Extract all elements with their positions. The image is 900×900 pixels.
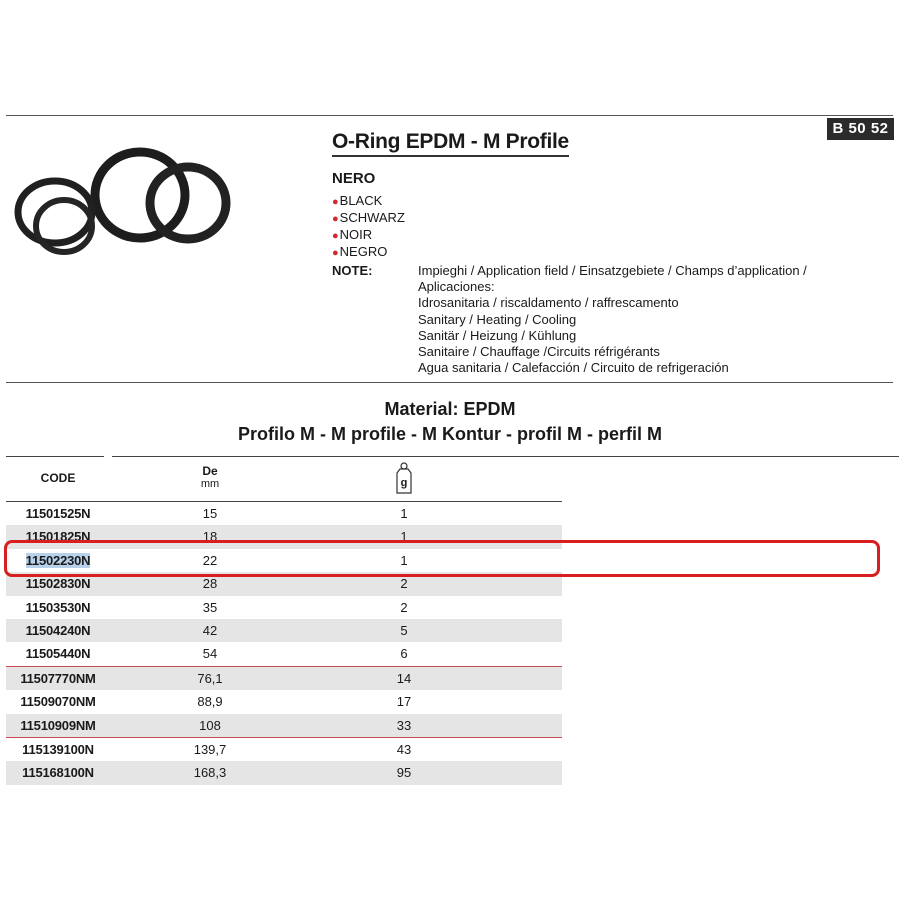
- cell-code: 11502230N: [25, 552, 91, 568]
- bullet-icon: ●: [332, 247, 339, 259]
- product-title: O-Ring EPDM - M Profile: [332, 130, 569, 157]
- cell-weight: 1: [400, 552, 408, 568]
- table-row[interactable]: [6, 738, 562, 761]
- table-row[interactable]: [6, 642, 562, 666]
- cell-code: 11504240N: [25, 622, 91, 638]
- bullet-icon: ●: [332, 213, 339, 225]
- cell-de: 168,3: [193, 765, 227, 781]
- header-de-unit: mm: [200, 478, 220, 490]
- cell-de: 108: [199, 717, 221, 733]
- cell-code: 11502830N: [25, 576, 91, 592]
- color-item: ●NEGRO: [332, 244, 388, 259]
- cell-weight: 5: [400, 622, 408, 638]
- note-line: Impieghi / Application field / Einsatzgebiete / Champs d’application /: [418, 263, 807, 278]
- header-weight-unit: g: [400, 477, 408, 489]
- cell-weight: 95: [396, 765, 412, 781]
- color-item: ●SCHWARZ: [332, 210, 405, 225]
- bullet-icon: ●: [332, 230, 339, 242]
- table-row[interactable]: [6, 596, 562, 619]
- cell-weight: 1: [400, 529, 408, 545]
- note-text: [418, 263, 807, 376]
- cell-de: 54: [202, 646, 218, 662]
- table-row[interactable]: [6, 667, 562, 690]
- profile-title: Profilo M - M profile - M Kontur - profil M - perfil M: [238, 424, 662, 444]
- table-row[interactable]: [6, 761, 562, 784]
- note-line: Sanitär / Heizung / Kühlung: [418, 327, 577, 343]
- selection-highlight: [4, 540, 880, 577]
- header-code: CODE: [40, 471, 76, 485]
- material-heading: [0, 397, 900, 447]
- bullet-icon: ●: [332, 196, 339, 208]
- header-de-label: De: [202, 464, 218, 478]
- cell-code: 11501525N: [25, 506, 91, 521]
- o-ring-large-back: [95, 152, 185, 238]
- cell-weight: 1: [400, 506, 408, 521]
- top-divider: [6, 115, 893, 116]
- note-line: Idrosanitaria / riscaldamento / raffrescamento: [418, 295, 679, 311]
- cell-weight: 43: [396, 741, 412, 757]
- note-label: NOTE:: [332, 263, 373, 278]
- cell-de: 139,7: [193, 741, 227, 757]
- color-item: ●BLACK: [332, 193, 383, 208]
- o-ring-medium: [18, 181, 92, 243]
- cell-weight: 2: [400, 576, 408, 592]
- material-title: Material: EPDM: [384, 399, 516, 419]
- cell-weight: 14: [396, 670, 412, 686]
- note-line: Sanitaire / Chauffage /Circuits réfrigérants: [418, 344, 660, 360]
- color-item: ●NOIR: [332, 227, 373, 242]
- table-header: [6, 456, 562, 502]
- header-rule: [6, 456, 104, 457]
- cell-code: 11507770NM: [20, 670, 96, 686]
- table-row[interactable]: [6, 619, 562, 642]
- o-ring-product-image: [5, 140, 240, 260]
- header-rule: [112, 456, 899, 457]
- cell-code: 11503530N: [25, 599, 91, 615]
- product-subtitle: NERO: [332, 170, 376, 187]
- cell-code: 11509070NM: [20, 694, 96, 710]
- cell-weight: 2: [400, 599, 408, 615]
- cell-code: 115139100N: [22, 741, 94, 757]
- cell-de: 42: [202, 622, 218, 638]
- catalog-code-badge: B 50 52: [827, 118, 894, 140]
- cell-weight: 33: [396, 717, 412, 733]
- cell-de: 18: [202, 529, 218, 545]
- middle-divider: [6, 382, 893, 383]
- cell-weight: 17: [396, 694, 412, 710]
- note-line: Agua sanitaria / Calefacción / Circuito de refrigeración: [418, 360, 729, 376]
- table-row[interactable]: [6, 714, 562, 738]
- product-table: [6, 456, 562, 785]
- cell-code: 11501825N: [25, 529, 91, 545]
- note-line: Aplicaciones:: [418, 279, 495, 295]
- cell-weight: 6: [400, 646, 408, 662]
- table-row[interactable]: [6, 690, 562, 713]
- cell-code: 11505440N: [25, 646, 91, 662]
- table-row[interactable]: [6, 502, 562, 525]
- cell-de: 76,1: [197, 670, 223, 686]
- note-line: Sanitary / Heating / Cooling: [418, 311, 577, 327]
- cell-de: 22: [202, 552, 218, 568]
- color-list: [332, 193, 405, 261]
- cell-de: 15: [202, 506, 218, 521]
- cell-code: 115168100N: [22, 765, 94, 781]
- weight-icon: [390, 460, 418, 496]
- cell-de: 35: [202, 599, 218, 615]
- cell-code: 11510909NM: [20, 717, 96, 733]
- cell-de: 28: [202, 576, 218, 592]
- cell-de: 88,9: [197, 694, 223, 710]
- header-de: [160, 464, 260, 490]
